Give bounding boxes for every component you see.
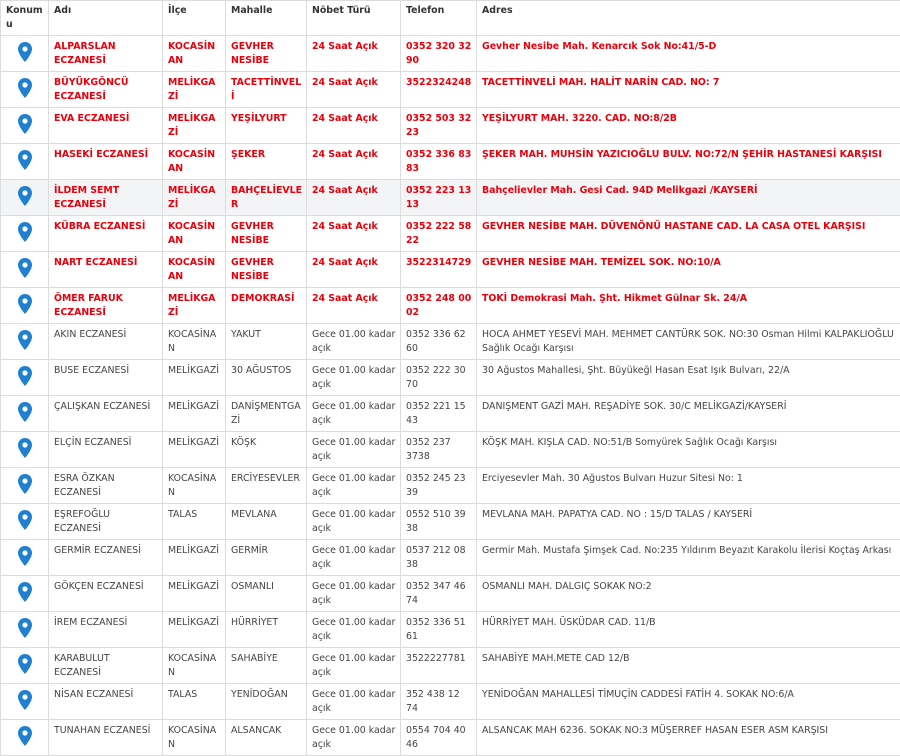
phone: 352 438 12 74 (401, 684, 477, 720)
table-row (1, 180, 900, 216)
location-cell (1, 504, 49, 540)
pharmacy-name: GERMİR ECZANESİ (49, 540, 163, 576)
pharmacy-name: EŞREFOĞLU ECZANESİ (49, 504, 163, 540)
address: YEŞİLYURT MAH. 3220. CAD. NO:8/2B (477, 108, 900, 144)
header-duty-type: Nöbet Türü (307, 1, 401, 36)
location-cell (1, 216, 49, 252)
duty-type: Gece 01.00 kadar açık (307, 324, 401, 360)
neighborhood: YEŞİLYURT (226, 108, 307, 144)
location-cell (1, 72, 49, 108)
location-cell (1, 324, 49, 360)
map-pin-icon[interactable] (18, 150, 32, 170)
duty-type: 24 Saat Açık (307, 180, 401, 216)
district: KOCASİNAN (163, 720, 226, 756)
neighborhood: TACETTİNVELİ (226, 72, 307, 108)
table-row (1, 144, 900, 180)
phone: 0352 237 3738 (401, 432, 477, 468)
neighborhood: GERMİR (226, 540, 307, 576)
neighborhood: ERCİYESEVLER (226, 468, 307, 504)
district: KOCASİNAN (163, 648, 226, 684)
table-row (1, 288, 900, 324)
address: YENİDOĞAN MAHALLESİ TİMUÇİN CADDESİ FATİH 4. SOKAK NO:6/A (477, 684, 900, 720)
location-cell (1, 252, 49, 288)
location-cell (1, 576, 49, 612)
phone: 0352 222 58 22 (401, 216, 477, 252)
neighborhood: OSMANLI (226, 576, 307, 612)
header-location: Konumu (1, 1, 49, 36)
location-cell (1, 648, 49, 684)
district: KOCASİNAN (163, 36, 226, 72)
duty-type: 24 Saat Açık (307, 72, 401, 108)
district: MELİKGAZİ (163, 576, 226, 612)
neighborhood: ALSANCAK (226, 720, 307, 756)
phone: 0352 347 46 74 (401, 576, 477, 612)
map-pin-icon[interactable] (18, 438, 32, 458)
table-row (1, 468, 900, 504)
pharmacy-name: ELÇİN ECZANESİ (49, 432, 163, 468)
header-address: Adres (477, 1, 900, 36)
map-pin-icon[interactable] (18, 186, 32, 206)
district: KOCASİNAN (163, 144, 226, 180)
map-pin-icon[interactable] (18, 654, 32, 674)
header-phone: Telefon (401, 1, 477, 36)
header-district: İlçe (163, 1, 226, 36)
map-pin-icon[interactable] (18, 294, 32, 314)
district: MELİKGAZİ (163, 396, 226, 432)
phone: 0352 336 83 83 (401, 144, 477, 180)
pharmacy-name: ÇALIŞKAN ECZANESİ (49, 396, 163, 432)
address: Gevher Nesibe Mah. Kenarcık Sok No:41/5-D (477, 36, 900, 72)
address: Erciyesevler Mah. 30 Ağustos Bulvarı Huzur Sitesi No: 1 (477, 468, 900, 504)
duty-type: Gece 01.00 kadar açık (307, 720, 401, 756)
phone: 0554 704 40 46 (401, 720, 477, 756)
neighborhood: GEVHER NESİBE (226, 252, 307, 288)
neighborhood: GEVHER NESİBE (226, 216, 307, 252)
neighborhood: DEMOKRASİ (226, 288, 307, 324)
table-row (1, 540, 900, 576)
table-row (1, 576, 900, 612)
phone: 0352 221 15 43 (401, 396, 477, 432)
table-row (1, 324, 900, 360)
neighborhood: MEVLANA (226, 504, 307, 540)
district: TALAS (163, 504, 226, 540)
map-pin-icon[interactable] (18, 510, 32, 530)
location-cell (1, 108, 49, 144)
phone: 0352 245 23 39 (401, 468, 477, 504)
district: MELİKGAZİ (163, 180, 226, 216)
map-pin-icon[interactable] (18, 114, 32, 134)
neighborhood: SAHABİYE (226, 648, 307, 684)
phone: 0352 503 32 23 (401, 108, 477, 144)
location-cell (1, 360, 49, 396)
phone: 0352 320 32 90 (401, 36, 477, 72)
map-pin-icon[interactable] (18, 618, 32, 638)
address: ŞEKER MAH. MUHSİN YAZICIOĞLU BULV. NO:72/N ŞEHİR HASTANESİ KARŞISI (477, 144, 900, 180)
address: GEVHER NESİBE MAH. DÜVENÖNÜ HASTANE CAD. LA CASA OTEL KARŞISI (477, 216, 900, 252)
table-row (1, 72, 900, 108)
duty-type: Gece 01.00 kadar açık (307, 504, 401, 540)
table-row (1, 360, 900, 396)
header-name: Adı (49, 1, 163, 36)
header-neighborhood: Mahalle (226, 1, 307, 36)
table-row (1, 216, 900, 252)
location-cell (1, 468, 49, 504)
address: MEVLANA MAH. PAPATYA CAD. NO : 15/D TALAS / KAYSERİ (477, 504, 900, 540)
phone: 3522227781 (401, 648, 477, 684)
duty-type: 24 Saat Açık (307, 36, 401, 72)
table-row (1, 720, 900, 756)
neighborhood: GEVHER NESİBE (226, 36, 307, 72)
address: GEVHER NESİBE MAH. TEMİZEL SOK. NO:10/A (477, 252, 900, 288)
pharmacy-name: BUSE ECZANESİ (49, 360, 163, 396)
address: KÖŞK MAH. KIŞLA CAD. NO:51/B Somyürek Sağlık Ocağı Karşısı (477, 432, 900, 468)
location-cell (1, 720, 49, 756)
table-row (1, 504, 900, 540)
address: TACETTİNVELİ MAH. HALİT NARİN CAD. NO: 7 (477, 72, 900, 108)
location-cell (1, 36, 49, 72)
map-pin-icon[interactable] (18, 366, 32, 386)
pharmacy-name: NART ECZANESİ (49, 252, 163, 288)
duty-type: 24 Saat Açık (307, 144, 401, 180)
pharmacy-name: BÜYÜKGÖNCÜ ECZANESİ (49, 72, 163, 108)
neighborhood: 30 AĞUSTOS (226, 360, 307, 396)
location-cell (1, 144, 49, 180)
pharmacy-name: GÖKÇEN ECZANESİ (49, 576, 163, 612)
pharmacy-name: HASEKİ ECZANESİ (49, 144, 163, 180)
map-pin-icon[interactable] (18, 582, 32, 602)
district: MELİKGAZİ (163, 288, 226, 324)
phone: 0352 336 51 61 (401, 612, 477, 648)
address: ALSANCAK MAH 6236. SOKAK NO:3 MÜŞERREF HASAN ESER ASM KARŞISI (477, 720, 900, 756)
location-cell (1, 432, 49, 468)
duty-type: Gece 01.00 kadar açık (307, 648, 401, 684)
location-cell (1, 540, 49, 576)
neighborhood: BAHÇELİEVLER (226, 180, 307, 216)
location-cell (1, 180, 49, 216)
district: MELİKGAZİ (163, 612, 226, 648)
table-row (1, 648, 900, 684)
duty-type: 24 Saat Açık (307, 216, 401, 252)
pharmacy-name: AKIN ECZANESİ (49, 324, 163, 360)
phone: 0552 510 39 38 (401, 504, 477, 540)
phone: 0352 223 13 13 (401, 180, 477, 216)
phone: 0352 336 62 60 (401, 324, 477, 360)
address: Bahçelievler Mah. Gesi Cad. 94D Melikgazi /KAYSERİ (477, 180, 900, 216)
district: MELİKGAZİ (163, 540, 226, 576)
district: MELİKGAZİ (163, 432, 226, 468)
table-row (1, 36, 900, 72)
table-row (1, 108, 900, 144)
pharmacy-name: KÜBRA ECZANESİ (49, 216, 163, 252)
duty-type: Gece 01.00 kadar açık (307, 468, 401, 504)
duty-type: Gece 01.00 kadar açık (307, 396, 401, 432)
address: TOKİ Demokrasi Mah. Şht. Hikmet Gülnar Sk. 24/A (477, 288, 900, 324)
district: KOCASİNAN (163, 324, 226, 360)
address: SAHABİYE MAH.METE CAD 12/B (477, 648, 900, 684)
district: MELİKGAZİ (163, 108, 226, 144)
neighborhood: DANİŞMENTGAZİ (226, 396, 307, 432)
district: KOCASİNAN (163, 468, 226, 504)
location-cell (1, 288, 49, 324)
address: HÜRRİYET MAH. ÜSKÜDAR CAD. 11/B (477, 612, 900, 648)
phone: 3522324248 (401, 72, 477, 108)
pharmacy-name: İREM ECZANESİ (49, 612, 163, 648)
district: TALAS (163, 684, 226, 720)
table-header-row (1, 1, 900, 36)
map-pin-icon[interactable] (18, 258, 32, 278)
neighborhood: KÖŞK (226, 432, 307, 468)
neighborhood: YENİDOĞAN (226, 684, 307, 720)
address: HOCA AHMET YESEVİ MAH. MEHMET CANTÜRK SOK. NO:30 Osman Hilmi KALPAKLIOĞLU Sağlık Ocağı Karşısı (477, 324, 900, 360)
phone: 3522314729 (401, 252, 477, 288)
address: 30 Ağustos Mahallesi, Şht. Büyükeğl Hasan Esat Işık Bulvarı, 22/A (477, 360, 900, 396)
neighborhood: HÜRRİYET (226, 612, 307, 648)
pharmacy-name: ALPARSLAN ECZANESİ (49, 36, 163, 72)
duty-type: 24 Saat Açık (307, 288, 401, 324)
table-row (1, 252, 900, 288)
pharmacy-name: İLDEM SEMT ECZANESİ (49, 180, 163, 216)
neighborhood: ŞEKER (226, 144, 307, 180)
pharmacy-name: KARABULUT ECZANESİ (49, 648, 163, 684)
pharmacy-name: NİSAN ECZANESİ (49, 684, 163, 720)
address: Germir Mah. Mustafa Şimşek Cad. No:235 Yıldırım Beyazıt Karakolu İlerisi Koçtaş Arkası (477, 540, 900, 576)
duty-type: 24 Saat Açık (307, 108, 401, 144)
duty-type: Gece 01.00 kadar açık (307, 540, 401, 576)
location-cell (1, 612, 49, 648)
address: DANIŞMENT GAZİ MAH. REŞADİYE SOK. 30/C MELİKGAZİ/KAYSERİ (477, 396, 900, 432)
duty-type: Gece 01.00 kadar açık (307, 360, 401, 396)
pharmacy-name: EVA ECZANESİ (49, 108, 163, 144)
location-cell (1, 396, 49, 432)
table-row (1, 432, 900, 468)
duty-type: 24 Saat Açık (307, 252, 401, 288)
map-pin-icon[interactable] (18, 42, 32, 62)
phone: 0537 212 08 38 (401, 540, 477, 576)
table-row (1, 612, 900, 648)
pharmacy-name: ÖMER FARUK ECZANESİ (49, 288, 163, 324)
map-pin-icon[interactable] (18, 726, 32, 746)
map-pin-icon[interactable] (18, 78, 32, 98)
duty-type: Gece 01.00 kadar açık (307, 684, 401, 720)
map-pin-icon[interactable] (18, 546, 32, 566)
district: KOCASİNAN (163, 252, 226, 288)
map-pin-icon[interactable] (18, 222, 32, 242)
pharmacy-name: TUNAHAN ECZANESİ (49, 720, 163, 756)
duty-type: Gece 01.00 kadar açık (307, 576, 401, 612)
table-row (1, 396, 900, 432)
map-pin-icon[interactable] (18, 330, 32, 350)
district: MELİKGAZİ (163, 72, 226, 108)
district: MELİKGAZİ (163, 360, 226, 396)
phone: 0352 248 00 02 (401, 288, 477, 324)
district: KOCASİNAN (163, 216, 226, 252)
map-pin-icon[interactable] (18, 474, 32, 494)
address: OSMANLI MAH. DALGIÇ SOKAK NO:2 (477, 576, 900, 612)
map-pin-icon[interactable] (18, 402, 32, 422)
map-pin-icon[interactable] (18, 690, 32, 710)
duty-type: Gece 01.00 kadar açık (307, 612, 401, 648)
duty-type: Gece 01.00 kadar açık (307, 432, 401, 468)
phone: 0352 222 30 70 (401, 360, 477, 396)
neighborhood: YAKUT (226, 324, 307, 360)
pharmacy-name: ESRA ÖZKAN ECZANESİ (49, 468, 163, 504)
